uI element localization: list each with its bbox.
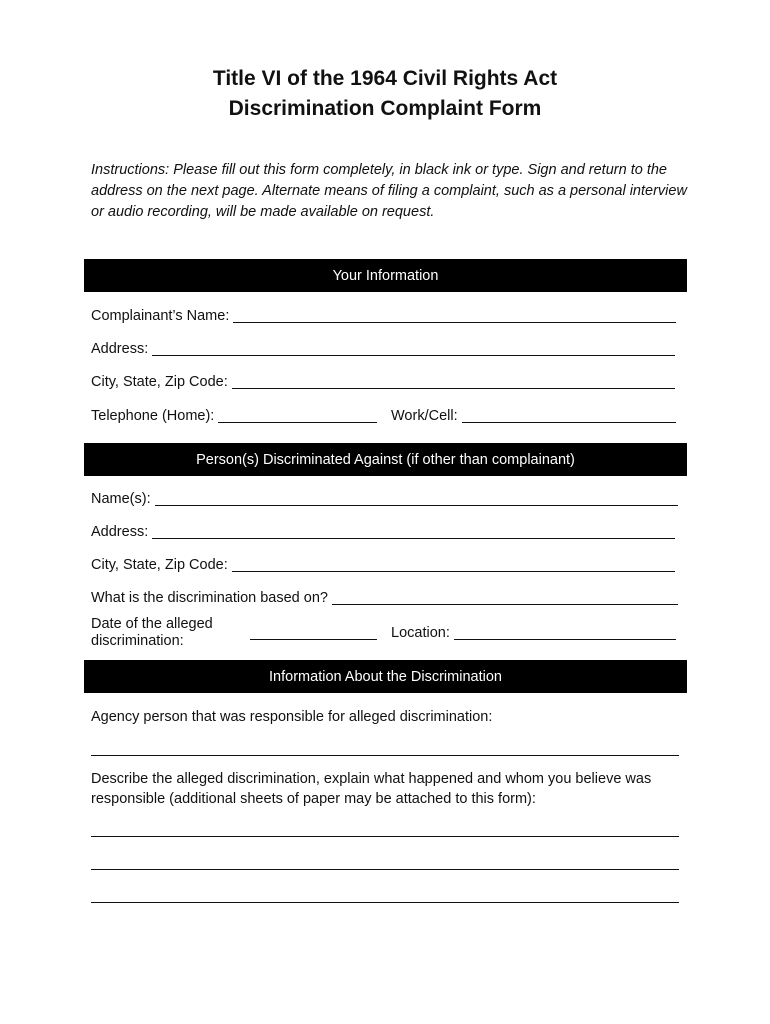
- describe-line-1[interactable]: [91, 836, 679, 837]
- describe-line-3[interactable]: [91, 902, 679, 903]
- section-header-discrimination-info: Information About the Discrimination: [84, 660, 687, 693]
- city-state-zip-field[interactable]: [232, 387, 675, 389]
- complainant-name-field[interactable]: [233, 321, 676, 323]
- telephone-home-row: [91, 407, 377, 425]
- address-field[interactable]: [152, 354, 675, 356]
- address-label: Address:: [91, 341, 149, 357]
- work-cell-label: Work/Cell:: [391, 408, 458, 424]
- describe-line-2[interactable]: [91, 869, 679, 870]
- location-field[interactable]: [454, 638, 676, 640]
- address-row: [91, 340, 675, 358]
- form-title-line2: Discrimination Complaint Form: [228, 97, 542, 120]
- names-row: [91, 490, 678, 508]
- discrimination-basis-label: What is the discrimination based on?: [91, 590, 328, 606]
- date-of-discrimination-field[interactable]: [250, 639, 377, 640]
- persons-address-field[interactable]: [152, 537, 675, 539]
- discrimination-basis-row: [91, 589, 678, 607]
- form-title-line1: Title VI of the 1964 Civil Rights Act: [212, 67, 558, 90]
- work-cell-row: [391, 407, 676, 425]
- instructions-text: Instructions: Please fill out this form completely, in black ink or type. Sign and return to the address on the next page. Alternate means of filing a complaint, such as a personal interview or audio recording, will be made available on request.: [91, 162, 687, 220]
- complainant-name-label: Complainant’s Name:: [91, 308, 230, 324]
- telephone-home-field[interactable]: [218, 421, 377, 423]
- section-header-persons-discriminated: Person(s) Discriminated Against (if other than complainant): [84, 443, 687, 476]
- location-row: [391, 624, 676, 642]
- city-state-zip-label: City, State, Zip Code:: [91, 374, 228, 390]
- agency-person-field[interactable]: [91, 755, 679, 756]
- names-field[interactable]: [155, 504, 678, 506]
- date-of-discrimination-label: Date of the alleged discrimination:: [91, 616, 213, 649]
- complainant-name-row: [91, 307, 676, 325]
- persons-city-state-zip-label: City, State, Zip Code:: [91, 557, 228, 573]
- persons-city-state-zip-row: [91, 556, 675, 574]
- telephone-home-label: Telephone (Home):: [91, 408, 215, 424]
- work-cell-field[interactable]: [462, 421, 676, 423]
- discrimination-basis-field[interactable]: [332, 603, 678, 605]
- persons-city-state-zip-field[interactable]: [232, 570, 675, 572]
- location-label: Location:: [391, 625, 450, 641]
- describe-discrimination-label: Describe the alleged discrimination, explain what happened and whom you believe was responsible (additional sheets of paper may be attached to this form):: [91, 771, 652, 807]
- agency-person-label: Agency person that was responsible for alleged discrimination:: [91, 709, 493, 725]
- persons-address-row: [91, 523, 675, 541]
- names-label: Name(s):: [91, 491, 151, 507]
- section-header-your-information: Your Information: [84, 259, 687, 292]
- city-state-zip-row: [91, 373, 675, 391]
- persons-address-label: Address:: [91, 524, 149, 540]
